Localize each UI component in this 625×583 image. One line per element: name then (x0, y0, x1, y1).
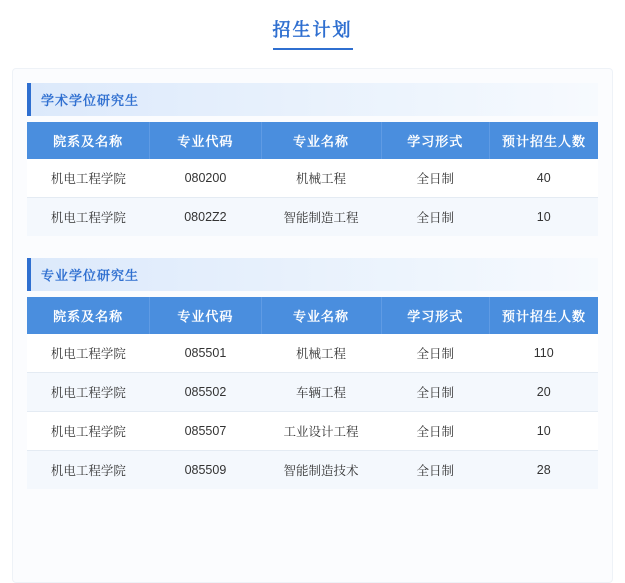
cell-major-code: 085509 (150, 451, 261, 490)
cell-major-code: 085501 (150, 334, 261, 373)
table-header-academic (27, 122, 598, 159)
column-header-study-mode: 学习形式 (381, 297, 489, 334)
cell-department: 机电工程学院 (27, 198, 150, 237)
cell-planned-enrollment: 28 (489, 451, 598, 490)
column-header-major-code: 专业代码 (150, 297, 261, 334)
cell-department: 机电工程学院 (27, 451, 150, 490)
cell-department: 机电工程学院 (27, 412, 150, 451)
cell-planned-enrollment: 40 (489, 159, 598, 198)
column-header-major-code: 专业代码 (150, 122, 261, 159)
cell-department: 机电工程学院 (27, 159, 150, 198)
cell-planned-enrollment: 20 (489, 373, 598, 412)
cell-major-code: 085507 (150, 412, 261, 451)
table-row (27, 412, 598, 451)
cell-major-name: 智能制造技术 (261, 451, 381, 490)
table-row (27, 198, 598, 237)
cell-planned-enrollment: 10 (489, 412, 598, 451)
column-header-department: 院系及名称 (27, 297, 150, 334)
page-title-container (0, 0, 625, 60)
column-header-major-name: 专业名称 (261, 122, 381, 159)
section-heading-academic: 学术学位研究生 (27, 83, 598, 116)
cell-major-code: 085502 (150, 373, 261, 412)
plan-table-academic (27, 122, 598, 236)
cell-study-mode: 全日制 (381, 334, 489, 373)
table-row (27, 334, 598, 373)
table-header-row (27, 122, 598, 159)
column-header-study-mode: 学习形式 (381, 122, 489, 159)
cell-major-name: 工业设计工程 (261, 412, 381, 451)
cell-study-mode: 全日制 (381, 159, 489, 198)
cell-study-mode: 全日制 (381, 373, 489, 412)
table-header-row (27, 297, 598, 334)
table-header-professional (27, 297, 598, 334)
section-professional-degree (27, 258, 598, 489)
page-title: 招生计划 (273, 16, 353, 50)
cell-major-name: 机械工程 (261, 159, 381, 198)
table-row (27, 159, 598, 198)
cell-department: 机电工程学院 (27, 373, 150, 412)
plan-table-professional (27, 297, 598, 489)
cell-planned-enrollment: 110 (489, 334, 598, 373)
cell-planned-enrollment: 10 (489, 198, 598, 237)
column-header-department: 院系及名称 (27, 122, 150, 159)
cell-study-mode: 全日制 (381, 451, 489, 490)
column-header-planned-enrollment: 预计招生人数 (489, 122, 598, 159)
cell-study-mode: 全日制 (381, 198, 489, 237)
cell-major-name: 智能制造工程 (261, 198, 381, 237)
table-row (27, 451, 598, 490)
cell-study-mode: 全日制 (381, 412, 489, 451)
cell-major-name: 机械工程 (261, 334, 381, 373)
table-row (27, 373, 598, 412)
cell-major-code: 080200 (150, 159, 261, 198)
cell-major-name: 车辆工程 (261, 373, 381, 412)
cell-department: 机电工程学院 (27, 334, 150, 373)
table-body-professional (27, 334, 598, 489)
section-academic-degree (27, 83, 598, 236)
table-body-academic (27, 159, 598, 236)
column-header-planned-enrollment: 预计招生人数 (489, 297, 598, 334)
section-heading-professional: 专业学位研究生 (27, 258, 598, 291)
column-header-major-name: 专业名称 (261, 297, 381, 334)
content-card (12, 68, 613, 583)
cell-major-code: 0802Z2 (150, 198, 261, 237)
